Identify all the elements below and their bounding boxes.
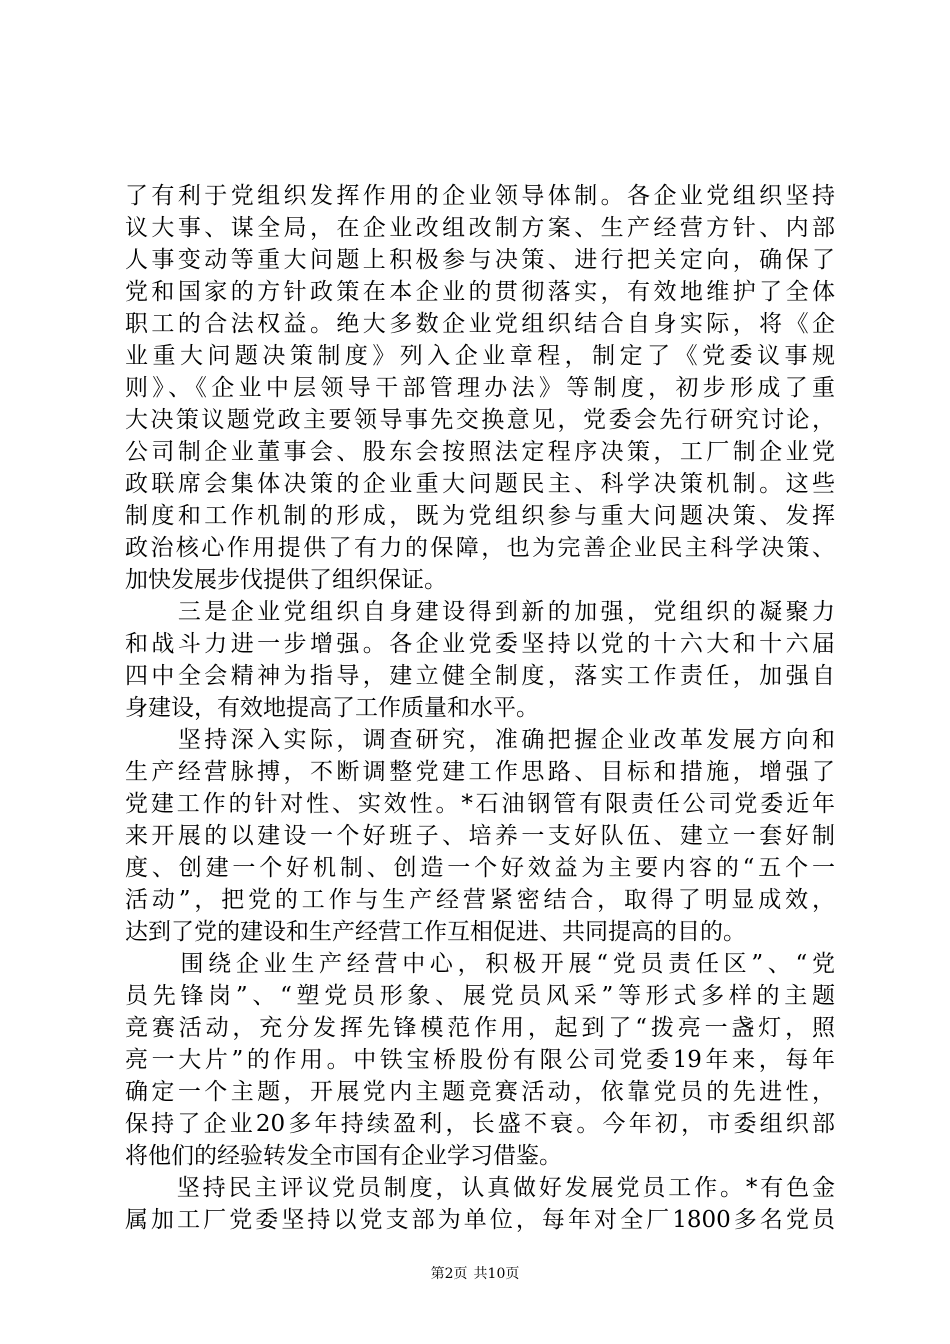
body-text — [125, 180, 835, 1236]
text-line: 议大事、谋全局，在企业改组改制方案、生产经营方针、内部 — [125, 215, 835, 241]
text-line: 围绕企业生产经营中心，积极开展“党员责任区”、“党 — [125, 951, 835, 977]
text-line: 坚持深入实际，调查研究，准确把握企业改革发展方向和 — [125, 727, 835, 753]
text-line: 政治核心作用提供了有力的保障，也为完善企业民主科学决策、 — [125, 535, 835, 561]
text-line: 达到了党的建设和生产经营工作互相促进、共同提高的目的。 — [125, 919, 746, 945]
text-line: 了有利于党组织发挥作用的企业领导体制。各企业党组织坚持 — [125, 183, 835, 209]
text-line: 生产经营脉搏，不断调整党建工作思路、目标和措施，增强了 — [125, 759, 835, 785]
text-line: 来开展的以建设一个好班子、培养一支好队伍、建立一套好制 — [125, 823, 835, 849]
text-line: 职工的合法权益。绝大多数企业党组织结合自身实际，将《企 — [125, 311, 835, 337]
text-line: 员先锋岗”、“塑党员形象、展党员风采”等形式多样的主题 — [125, 983, 835, 1009]
text-line: 加快发展步伐提供了组织保证。 — [125, 567, 447, 593]
text-line: 公司制企业董事会、股东会按照法定程序决策，工厂制企业党 — [125, 439, 835, 465]
page-footer — [0, 1264, 950, 1284]
text-line: 业重大问题决策制度》列入企业章程，制定了《党委议事规 — [125, 343, 835, 369]
text-line: 身建设，有效地提高了工作质量和水平。 — [125, 695, 539, 721]
text-line: 坚持民主评议党员制度，认真做好发展党员工作。*有色金 — [125, 1175, 835, 1201]
text-line: 三是企业党组织自身建设得到新的加强，党组织的凝聚力 — [125, 599, 835, 625]
text-line: 人事变动等重大问题上积极参与决策、进行把关定向，确保了 — [125, 247, 835, 273]
text-line: 亮一大片”的作用。中铁宝桥股份有限公司党委19年来，每年 — [125, 1047, 835, 1073]
text-line: 和战斗力进一步增强。各企业党委坚持以党的十六大和十六届 — [125, 631, 835, 657]
page-total: 共10页 — [473, 1266, 520, 1282]
text-line: 度、创建一个好机制、创造一个好效益为主要内容的“五个一 — [125, 855, 835, 881]
text-line: 党和国家的方针政策在本企业的贯彻落实，有效地维护了全体 — [125, 279, 835, 305]
text-line: 四中全会精神为指导，建立健全制度，落实工作责任，加强自 — [125, 663, 835, 689]
text-line: 保持了企业20多年持续盈利，长盛不衰。今年初，市委组织部 — [125, 1111, 835, 1137]
text-line: 则》、《企业中层领导干部管理办法》等制度，初步形成了重 — [125, 375, 835, 401]
text-line: 将他们的经验转发全市国有企业学习借鉴。 — [125, 1143, 562, 1169]
text-line: 活动”，把党的工作与生产经营紧密结合，取得了明显成效， — [125, 887, 835, 913]
text-line: 属加工厂党委坚持以党支部为单位，每年对全厂1800多名党员 — [125, 1207, 835, 1233]
page-number: 第2页 — [430, 1266, 468, 1282]
text-line: 竞赛活动，充分发挥先锋模范作用，起到了“拨亮一盏灯，照 — [125, 1015, 835, 1041]
text-line: 党建工作的针对性、实效性。*石油钢管有限责任公司党委近年 — [125, 791, 835, 817]
text-line: 大决策议题党政主要领导事先交换意见，党委会先行研究讨论， — [125, 407, 835, 433]
text-line: 政联席会集体决策的企业重大问题民主、科学决策机制。这些 — [125, 471, 835, 497]
text-line: 制度和工作机制的形成，既为党组织参与重大问题决策、发挥 — [125, 503, 835, 529]
text-line: 确定一个主题，开展党内主题竞赛活动，依靠党员的先进性， — [125, 1079, 835, 1105]
